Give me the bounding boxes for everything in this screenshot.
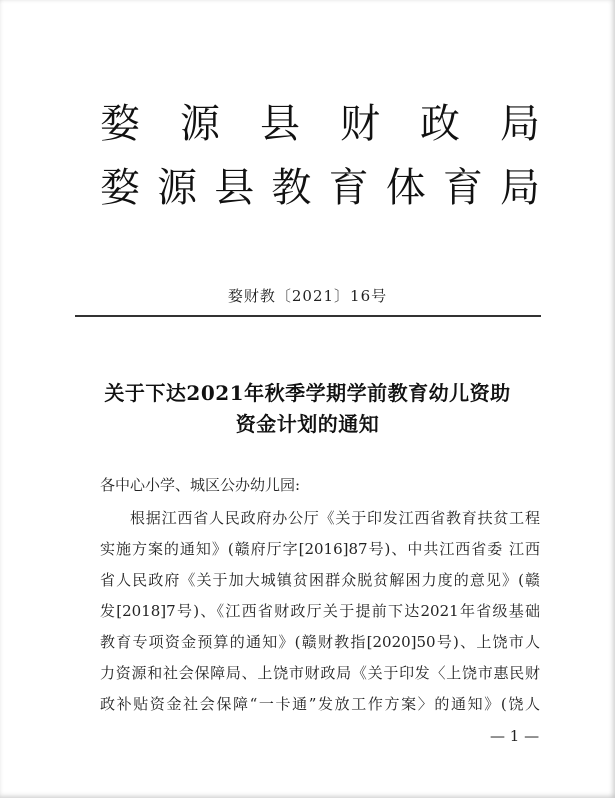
agency-char: 体 — [385, 165, 426, 211]
page-number: — 1 — — [490, 727, 540, 745]
agency-char: 婺 — [100, 165, 140, 211]
body-line: 力资源和社会保障局、上饶市财政局《关于印发〈上饶市惠民财 — [100, 664, 540, 682]
document-number: 婺财教〔2021〕16号 — [227, 287, 388, 305]
document-title-line-1: 关于下达2021年秋季学期学前教育幼儿资助 — [104, 381, 511, 405]
agency-char: 源 — [157, 165, 198, 211]
agency-char: 局 — [499, 165, 540, 211]
agency-char: 育 — [328, 165, 369, 211]
agency-char: 教 — [271, 165, 312, 211]
agency-char: 婺 — [100, 101, 140, 147]
agency-char: 政 — [420, 101, 460, 147]
body-line: 发[2018]7号)、《江西省财政厅关于提前下达2021年省级基础 — [100, 602, 540, 620]
body-line: 省人民政府《关于加大城镇贫困群众脱贫解困力度的意见》(赣 — [100, 571, 540, 589]
header-divider — [75, 315, 541, 317]
agency-char: 财 — [340, 101, 380, 147]
issuing-agency-finance-bureau — [100, 102, 540, 146]
body-line: 教育专项资金预算的通知》(赣财教指[2020]50号)、上饶市人 — [100, 633, 540, 651]
agency-char: 局 — [500, 101, 540, 147]
agency-char: 源 — [180, 101, 220, 147]
agency-char: 县 — [260, 101, 300, 147]
agency-char: 育 — [442, 165, 483, 211]
body-line: 政补贴资金社会保障“一卡通”发放工作方案〉的通知》(饶人 — [100, 695, 540, 713]
document-title-line-2: 资金计划的通知 — [235, 412, 380, 436]
body-line: 根据江西省人民政府办公厅《关于印发江西省教育扶贫工程 — [130, 509, 540, 527]
body-line: 实施方案的通知》(赣府厅字[2016]87号)、中共江西省委 江西 — [100, 540, 540, 558]
agency-char: 县 — [214, 165, 255, 211]
issuing-agency-education-sports-bureau — [100, 166, 540, 210]
salutation: 各中心小学、城区公办幼儿园: — [100, 476, 301, 494]
